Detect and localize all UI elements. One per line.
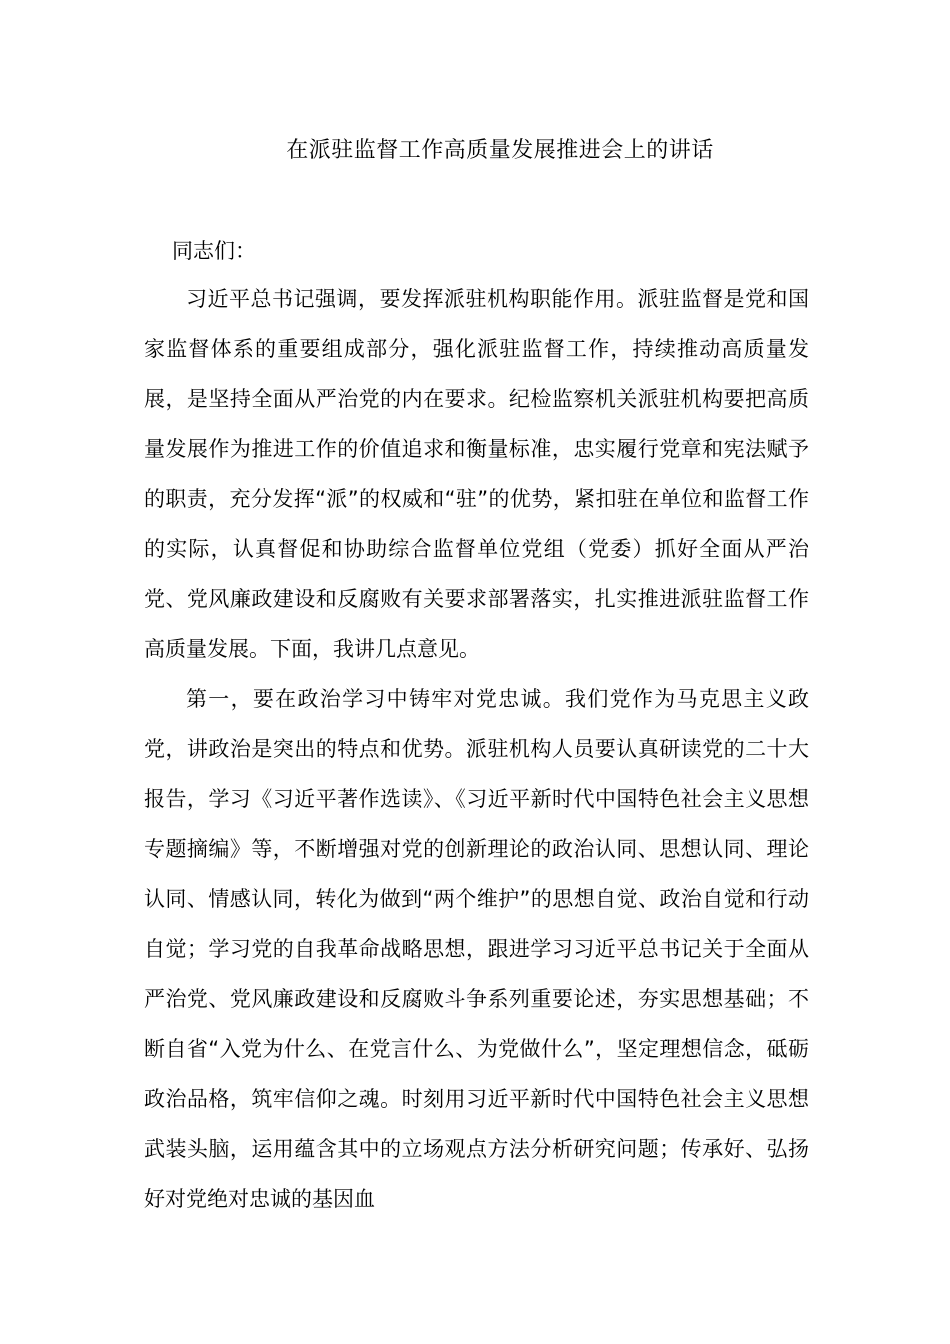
paragraph-first-point: 第一，要在政治学习中铸牢对党忠诚。我们党作为马克思主义政党，讲政治是突出的特点和优势。派驻机构人员要认真研读党的二十大报告，学习《习近平著作选读》、《习近平新时代中国特色社会主义思想专题摘编》等，不断增强对党的创新理论的政治认同、思想认同、理论认同、情感认同，转化为做到“两个维护”的思想自觉、政治自觉和行动自觉；学习党的自我革命战略思想，跟进学习习近平总书记关于全面从严治党、党风廉政建设和反腐败斗争系列重要论述，夯实思想基础；不断自省“入党为什么、在党言什么、为党做什么”，坚定理想信念，砥砺政治品格，筑牢信仰之魂。时刻用习近平新时代中国特色社会主义思想武装头脑，运用蕴含其中的立场观点方法分析研究问题；传承好、弘扬好对党绝对忠诚的基因血 bbox=[144, 687, 809, 1211]
paragraph-intro: 习近平总书记强调，要发挥派驻机构职能作用。派驻监督是党和国家监督体系的重要组成部分，强化派驻监督工作，持续推动高质量发展，是坚持全面从严治党的内在要求。纪检监察机关派驻机构要把高质量发展作为推进工作的价值追求和衡量标准，忠实履行党章和宪法赋予的职责，充分发挥“派”的权威和“驻”的优势，紧扣驻在单位和监督工作的实际，认真督促和协助综合监督单位党组（党委）抓好全面从严治党、党风廉政建设和反腐败有关要求部署落实，扎实推进派驻监督工作高质量发展。下面，我讲几点意见。 bbox=[144, 287, 809, 661]
document-title: 在派驻监督工作高质量发展推进会上的讲话 bbox=[286, 138, 714, 163]
salutation: 同志们： bbox=[172, 239, 256, 263]
document-body bbox=[144, 274, 809, 1224]
